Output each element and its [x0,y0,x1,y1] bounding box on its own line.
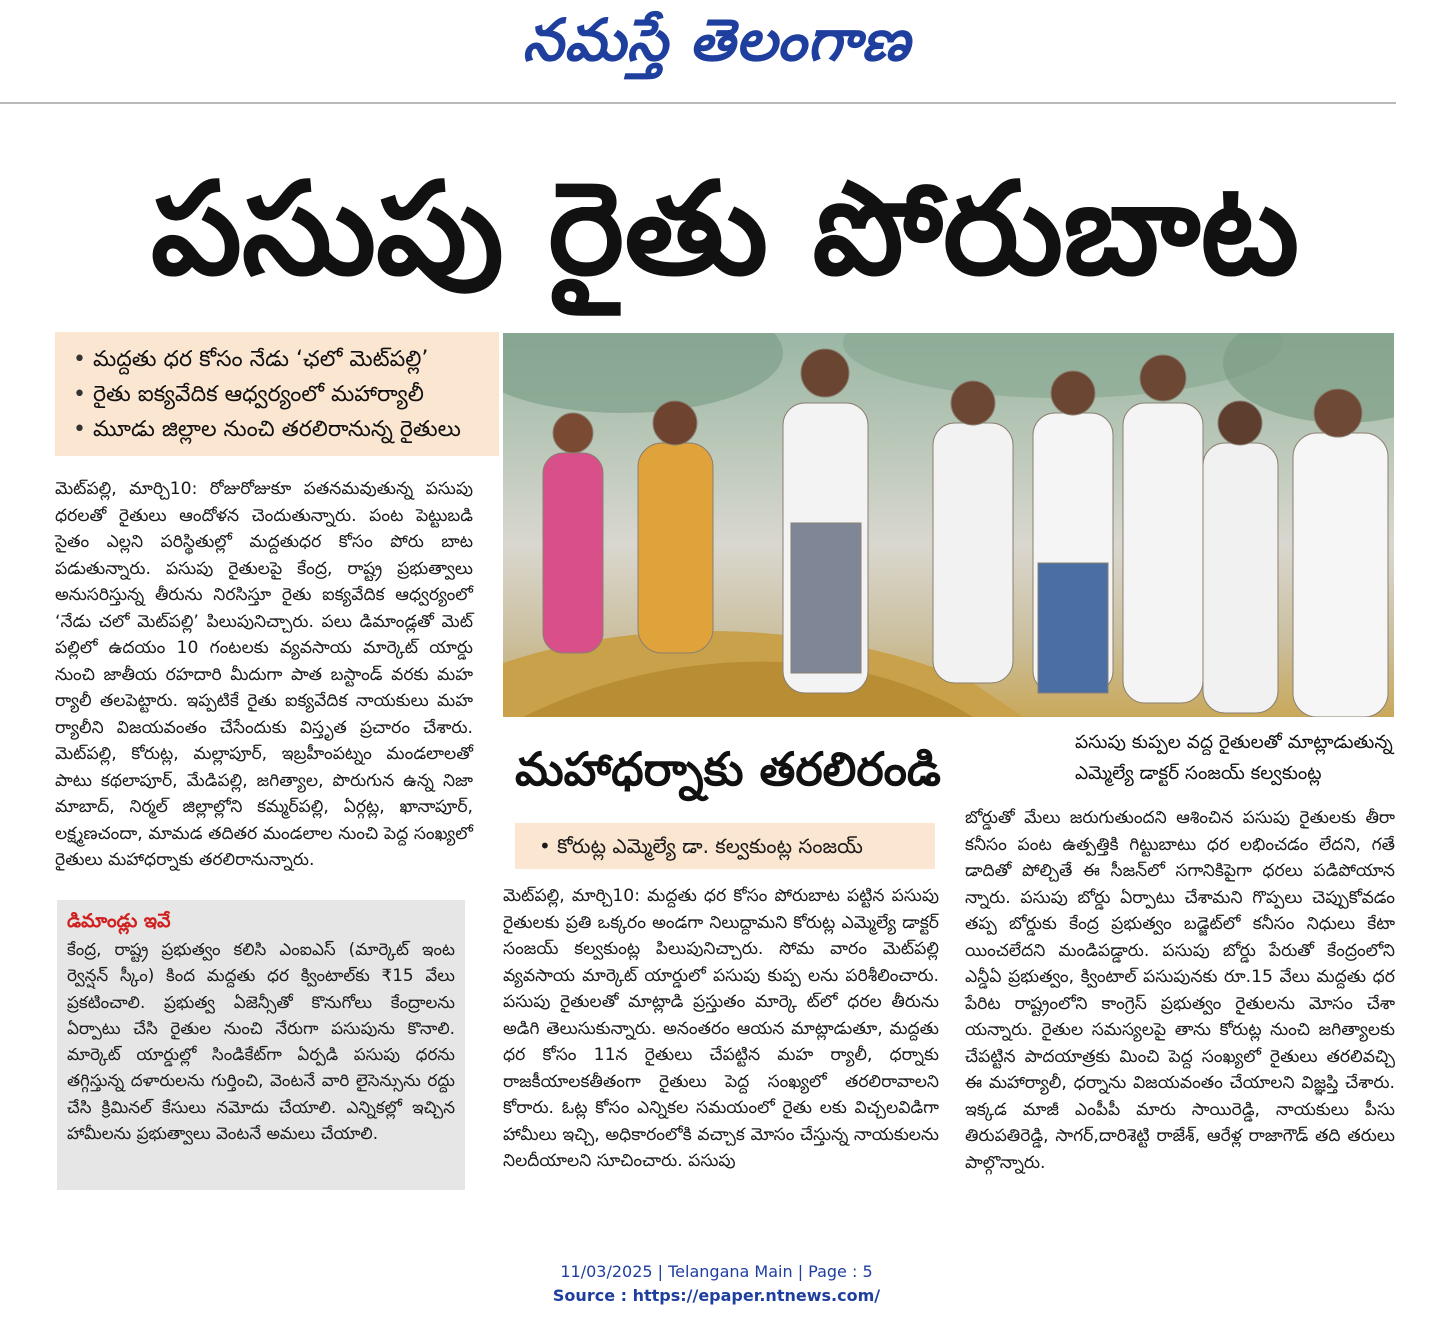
highlight-item: • రైతు ఐక్యవేదిక ఆధ్వర్యంలో మహార్యాలీ [73,377,491,412]
article2-headline: మహాధర్నాకు తరలిరండి [515,742,941,796]
masthead [0,0,1433,104]
article1-body: మెట్‌పల్లి, మార్చి10: రోజురోజుకూ పతనమవుతున్న పసుపు ధరలతో రైతులు ఆందోళన చెందుతున్నారు. పంట పెట్టుబడి సైతం ఎల్లని పరిస్థితుల్లో మద్దతుధర కోసం పోరు బాట పడుతున్నారు. పసుపు రైతులపై కేంద్ర, రాష్ట్ర ప్రభుత్వాలు అనుసరిస్తున్న తీరును నిరసిస్తూ రైతు ఐక్యవేదిక ఆధ్వర్యంలో ‘నేడు చలో మెట్‌పల్లి’ పిలుపునిచ్చారు. పలు డిమాండ్లతో మెట్ పల్లిలో ఉదయం 10 గంటలకు వ్యవసాయ మార్కెట్ యార్డు నుంచి జాతీయ రహదారి మీదుగా పాత బస్టాండ్ వరకు మహ ర్యాలీ తలపెట్టారు. ఇప్పటికే రైతు ఐక్యవేదిక నాయకులు మహ ర్యాలీని విజయవంతం చేసేందుకు విస్తృత ప్రచారం చేశారు. మెట్‌పల్లి, కోరుట్ల, మల్లాపూర్, ఇబ్రహీంపట్నం మండలాలతో పాటు కథలాపూర్, మేడిపల్లి, జగిత్యాల, పొరుగున ఉన్న నిజా మాబాద్, నిర్మల్ జిల్లాల్లోని కమ్మర్‌పల్లి, ఏర్గట్ల, ఖానాపూర్, లక్ష్మణచందా, మామడ తదితర మండలాల నుంచి పెద్ద సంఖ్యలో రైతులు మహాధర్నాకు తరలిరానున్నారు. [55,479,473,870]
article2-bullet: • కోరుట్ల ఎమ్మెల్యే డా. కల్వకుంట్ల సంజయ్ [515,823,935,869]
demands-body: కేంద్ర, రాష్ట్ర ప్రభుత్వం కలిసి ఎంఐఎస్ (మార్కెట్ ఇంట ర్వెన్షన్ స్కీం) కింద మద్దతు ధర క్వింటాల్‌కు ₹15 వేలు ప్రకటించాలి. ప్రభుత్వ ఏజెన్సీతో కొనుగోలు కేంద్రాలను ఏర్పాటు చేసి రైతుల నుంచి నేరుగా పసుపును కొనాలి. మార్కెట్ యార్డుల్లో సిండికేట్‌గా ఏర్పడి పసుపు ధరను తగ్గిస్తున్న దళారులను గుర్తించి, వెంటనే వారి లైసెన్సును రద్దు చేసి క్రిమినల్ కేసులు నమోదు చేయాలి. ఎన్నికల్లో ఇచ్చిన హామీలను ప్రభుత్వాలు వెంటనే అమలు చేయాలి. [67,939,455,1144]
highlight-item: • మూడు జిల్లాల నుంచి తరలిరానున్న రైతులు [73,412,491,447]
footer-date-edition: 11/03/2025 | Telangana Main | Page : 5 [560,1262,873,1281]
photo-caption [1075,727,1395,789]
newspaper-logo: నమస్తే తెలంగాణ [522,6,911,74]
footer-source: Source : https://epaper.ntnews.com/ [552,1286,881,1305]
masthead-divider [0,102,1396,104]
main-headline: పసుపు రైతు పోరుబాట [150,155,1300,304]
farmers-meeting-photo [503,333,1394,717]
photo-caption-line: ఎమ్మెల్యే డాక్టర్ సంజయ్ కల్వకుంట్ల [1075,763,1322,784]
article2-body-col1: మెట్‌పల్లి, మార్చి10: మద్దతు ధర కోసం పోరుబాట పట్టిన పసుపు రైతులకు ప్రతి ఒక్కరం అండగా నిలుద్దామని కోరుట్ల ఎమ్మెల్యే డాక్టర్ సంజయ్ కల్వకుంట్ల పిలుపునిచ్చారు. సోమ వారం మెట్‌పల్లి వ్యవసాయ మార్కెట్ యార్డులో పసుపు కుప్ప లను పరిశీలించారు. పసుపు రైతులతో మాట్లాడి ప్రస్తుతం మార్కె ట్‌లో ధరల తీరును అడిగి తెలుసుకున్నారు. అనంతరం ఆయన మాట్లాడుతూ, మద్దతు ధర కోసం 11న రైతులు చేపట్టిన మహ ర్యాలీ, ధర్నాకు రాజకీయాలకతీతంగా రైతులు పెద్ద సంఖ్యలో తరలిరావాలని కోరారు. ఓట్ల కోసం ఎన్నికల సమయంలో రైతు లకు విచ్చలవిడిగా హామీలు ఇచ్చి, అధికారంలోకి వచ్చాక మోసం చేస్తున్న నాయకులను నిలదీయాలని సూచించారు. పసుపు [503,886,939,1171]
article2-body-col2: బోర్డుతో మేలు జరుగుతుందని ఆశించిన పసుపు రైతులకు తీరా కనీసం పంట ఉత్పత్తికి గిట్టుబాటు ధర లభించడం లేదని, గతే డాదితో పోల్చితే ఈ సీజన్‌లో సగానికిపైగా ధరలు పడిపోయాన న్నారు. పసుపు బోర్డు ఏర్పాటు చేశామని గొప్పలు చెప్పుకోవడం తప్ప బోర్డుకు కేంద్ర ప్రభుత్వం బడ్జెట్‌లో కనీసం నిధులు కేటా యించలేదని మండిపడ్డారు. పసుపు బోర్డు పేరుతో కేంద్రంలోని ఎన్డీఏ ప్రభుత్వం, క్వింటాల్ పసుపునకు రూ.15 వేలు మద్దతు ధర పేరిట రాష్ట్రంలోని కాంగ్రెస్ ప్రభుత్వం రైతులను మోసం చేశా యన్నారు. రైతుల సమస్యలపై తాను కోరుట్ల నుంచి జగిత్యాలకు చేపట్టిన పాదయాత్రకు మించి పెద్ద సంఖ్యలో రైతులు తరలివచ్చి ఈ మహార్యాలీ, ధర్నాను విజయవంతం చేయాలని విజ్ఞప్తి చేశారు. ఇక్కడ మాజీ ఎంపీపీ మారు సాయిరెడ్డి, నాయకులు పీసు తిరుపతిరెడ్డి, సాగర్,దారిశెట్టి రాజేశ్, ఆరేళ్ల రాజాగౌడ్ తది తరులు పాల్గొన్నారు. [965,808,1395,1173]
highlights-box [55,332,499,456]
highlight-item: • మద్దతు ధర కోసం నేడు ‘ఛలో మెట్‌పల్లి’ [73,342,491,377]
news-photo [503,333,1394,717]
demands-sidebar [57,900,465,1190]
photo-caption-line: పసుపు కుప్పల వద్ద రైతులతో మాట్లాడుతున్న [1075,732,1393,753]
demands-title: డిమాండ్లు ఇవే [67,910,171,932]
